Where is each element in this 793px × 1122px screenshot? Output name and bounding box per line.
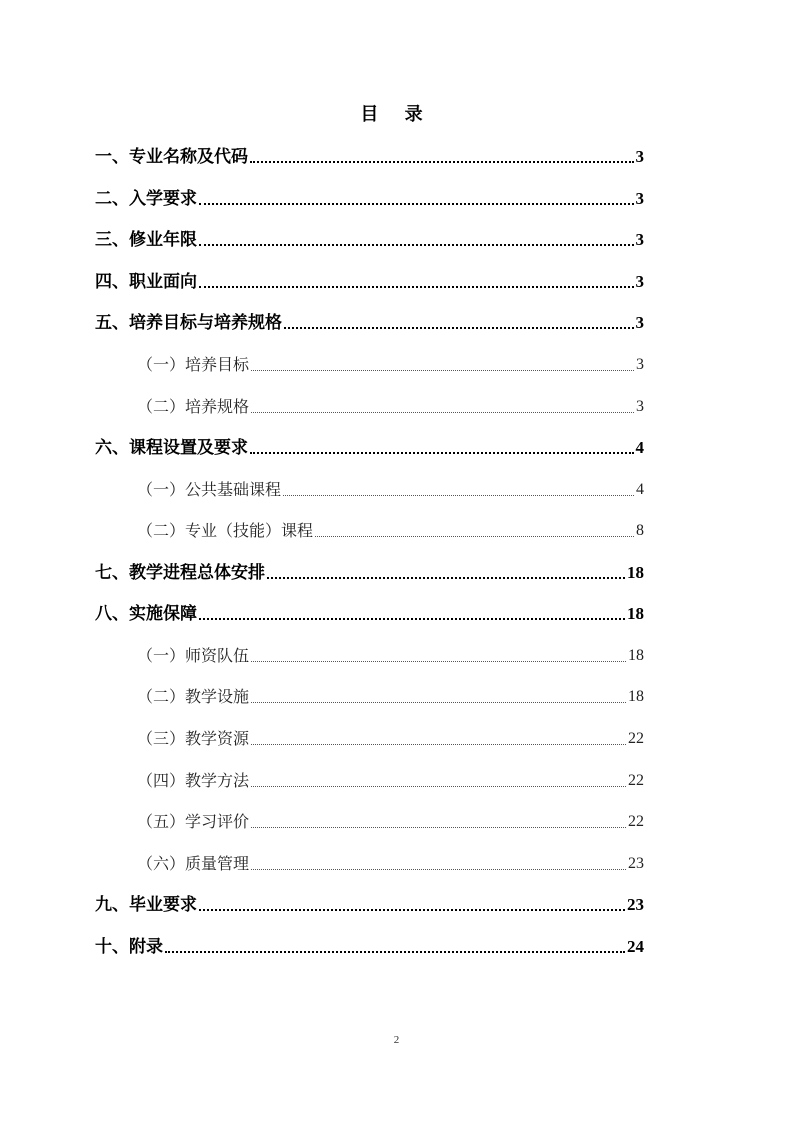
toc-entry-page: 18: [628, 688, 644, 705]
toc-entry[interactable]: [137, 520, 644, 542]
toc-leader-dots: [251, 786, 626, 787]
toc-entry[interactable]: [137, 645, 644, 667]
toc-leader-dots: [250, 161, 634, 163]
toc-leader-dots: [199, 203, 634, 205]
toc-entry-page: 22: [628, 730, 644, 747]
toc-entry[interactable]: [95, 312, 644, 334]
toc-entry-label: （一）师资队伍: [137, 646, 250, 665]
toc-leader-dots: [251, 744, 626, 745]
page-number: 2: [393, 1034, 400, 1046]
toc-entry-label: （二）专业（技能）课程: [137, 521, 314, 540]
toc-leader-dots: [251, 869, 626, 870]
toc-entry-page: 18: [628, 647, 644, 664]
toc-entry-page: 3: [636, 356, 644, 373]
toc-entry-label: （四）教学方法: [137, 771, 250, 790]
toc-entry-page: 18: [627, 604, 644, 623]
toc-entry[interactable]: [137, 479, 644, 501]
toc-entry-page: 24: [627, 937, 644, 956]
toc-entry-page: 4: [635, 438, 644, 457]
toc-leader-dots: [284, 327, 634, 329]
toc-leader-dots: [199, 618, 625, 620]
toc-entry[interactable]: [137, 728, 644, 750]
toc-entry-page: 3: [635, 230, 644, 249]
toc-entry-label: （一）培养目标: [137, 355, 250, 374]
toc-entry[interactable]: [95, 146, 644, 168]
toc-leader-dots: [251, 370, 634, 371]
toc-entry[interactable]: [137, 686, 644, 708]
toc-entry[interactable]: [95, 271, 644, 293]
toc-entry[interactable]: [95, 229, 644, 251]
toc-entry-label: 一、专业名称及代码: [95, 147, 248, 167]
toc-entry[interactable]: [95, 437, 644, 459]
toc-entry-label: 四、职业面向: [95, 272, 197, 292]
toc-entry-label: （一）公共基础课程: [137, 480, 282, 499]
toc-entry-label: （二）教学设施: [137, 687, 250, 706]
toc-entry-page: 23: [627, 895, 644, 914]
toc-entry[interactable]: [95, 936, 644, 958]
toc-leader-dots: [283, 495, 634, 496]
toc-entry[interactable]: [95, 188, 644, 210]
toc-entry-page: 22: [628, 813, 644, 830]
toc-entry-page: 3: [636, 398, 644, 415]
toc-entry-label: 三、修业年限: [95, 230, 197, 250]
toc-entry-label: （三）教学资源: [137, 729, 250, 748]
toc-entry-page: 3: [635, 147, 644, 166]
toc-entry-label: （六）质量管理: [137, 854, 250, 873]
toc-entry-page: 8: [636, 522, 644, 539]
toc-entry-label: 九、毕业要求: [95, 895, 197, 915]
toc-leader-dots: [165, 951, 625, 953]
toc-leader-dots: [315, 536, 634, 537]
toc-entry[interactable]: [95, 894, 644, 916]
toc-entry-label: 六、课程设置及要求: [95, 438, 248, 458]
toc-entry[interactable]: [137, 396, 644, 418]
toc-leader-dots: [250, 452, 634, 454]
toc-entry-page: 3: [635, 313, 644, 332]
toc-entry-label: （五）学习评价: [137, 812, 250, 831]
toc-entry-label: 八、实施保障: [95, 604, 197, 624]
toc-entry-page: 4: [636, 481, 644, 498]
toc-entry-page: 23: [628, 855, 644, 872]
toc-entry-label: 二、入学要求: [95, 189, 197, 209]
toc-leader-dots: [199, 244, 634, 246]
toc-entry-page: 3: [635, 189, 644, 208]
toc-entry[interactable]: [95, 562, 644, 584]
toc-entry[interactable]: [137, 770, 644, 792]
toc-leader-dots: [251, 702, 626, 703]
toc-entry[interactable]: [137, 811, 644, 833]
toc-leader-dots: [251, 827, 626, 828]
toc-leader-dots: [267, 577, 625, 579]
toc-entry[interactable]: [95, 603, 644, 625]
toc-entry-page: 22: [628, 772, 644, 789]
toc-leader-dots: [251, 661, 626, 662]
toc-entry[interactable]: [137, 853, 644, 875]
toc-entry-label: 十、附录: [95, 937, 163, 957]
toc-entry-page: 3: [635, 272, 644, 291]
toc-entry-label: （二）培养规格: [137, 397, 250, 416]
toc-leader-dots: [251, 412, 634, 413]
toc-entry-page: 18: [627, 563, 644, 582]
toc-title: 目 录: [360, 104, 433, 125]
toc-entry[interactable]: [137, 354, 644, 376]
toc-entry-label: 七、教学进程总体安排: [95, 563, 265, 583]
toc-entry-label: 五、培养目标与培养规格: [95, 313, 282, 333]
toc-leader-dots: [199, 909, 625, 911]
toc-leader-dots: [199, 286, 634, 288]
